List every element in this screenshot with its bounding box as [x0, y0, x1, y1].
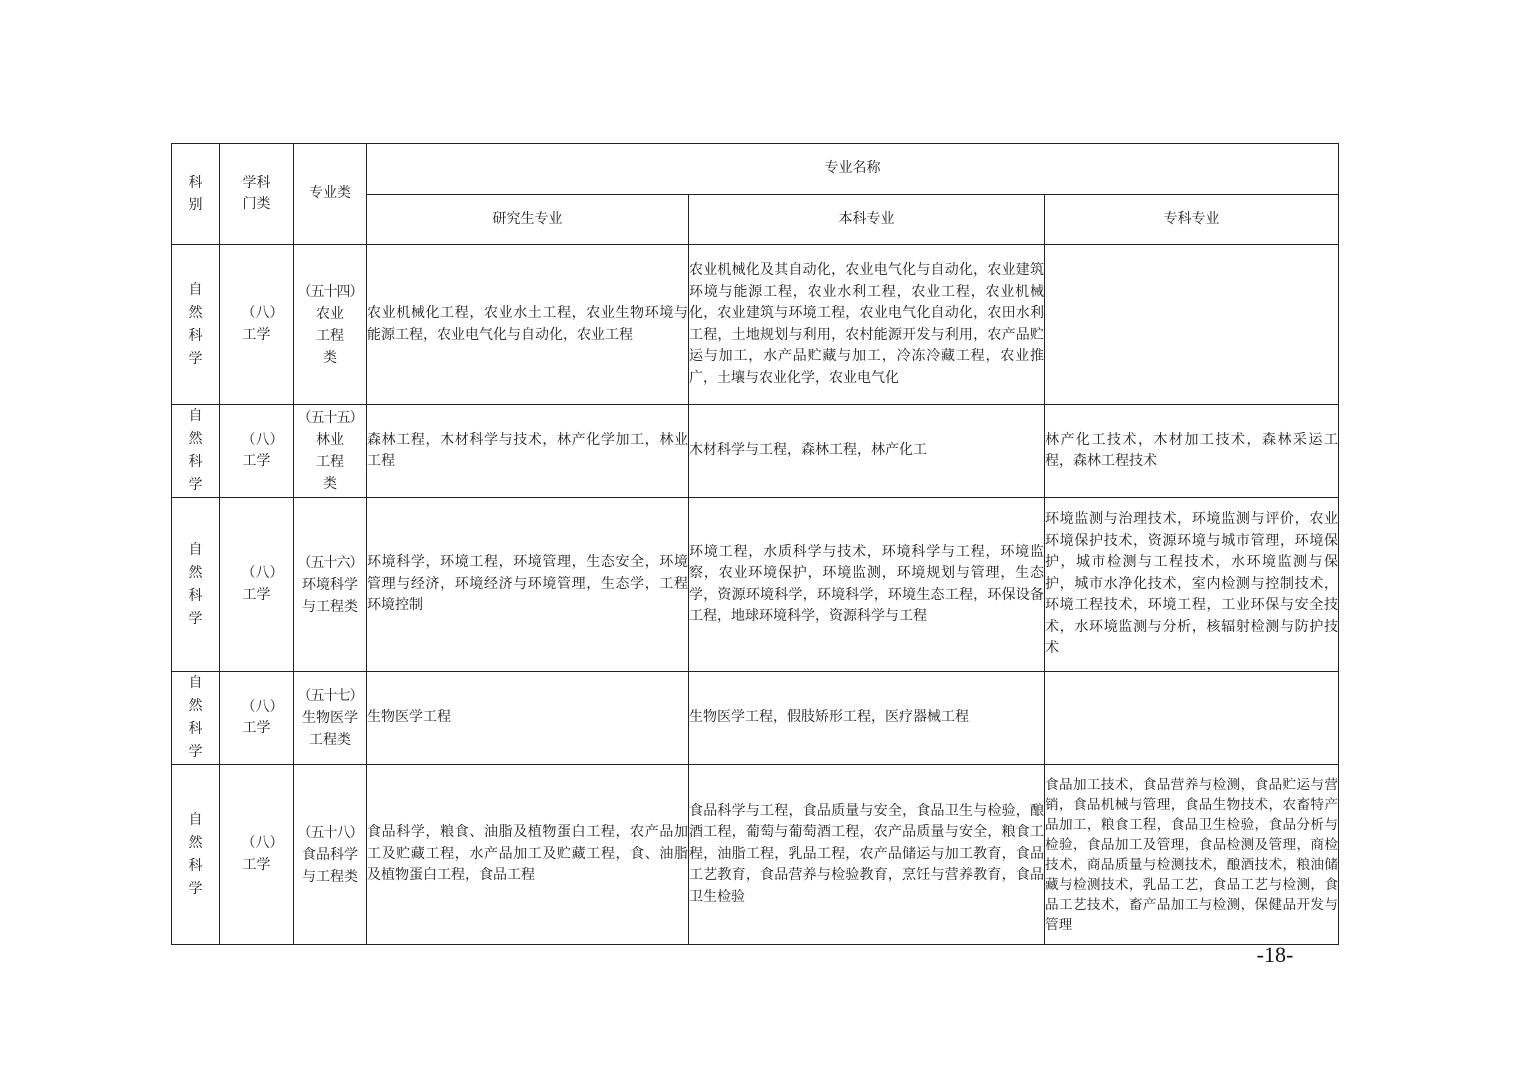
- kebie-cell: 自然科学: [172, 498, 220, 672]
- table-row: [172, 498, 1339, 672]
- benke-cell: 生物医学工程，假肢矫形工程，医疗器械工程: [689, 672, 1045, 765]
- zhuanyelei-cell: （五十七） 生物医学工程类: [294, 672, 367, 765]
- table-row: [172, 405, 1339, 498]
- zhuanke-cell: 林产化工技术，木材加工技术，森林采运工程，森林工程技术: [1045, 405, 1339, 498]
- kebie-cell: 自然科学: [172, 672, 220, 765]
- kebie-cell: 自然科学: [172, 245, 220, 405]
- page-number: -18-: [1256, 942, 1294, 967]
- header-row-top: [172, 144, 1339, 195]
- zhuanyelei-cell: （五十四） 农业工程类: [294, 245, 367, 405]
- menlei-cell: （八）工学: [220, 245, 294, 405]
- yanjiusheng-cell: 森林工程，木材科学与技术，林产化学加工，林业工程: [367, 405, 689, 498]
- menlei-cell: （八）工学: [220, 498, 294, 672]
- zhuanyelei-cell: （五十六） 环境科学与工程类: [294, 498, 367, 672]
- benke-cell: 木材科学与工程，森林工程，林产化工: [689, 405, 1045, 498]
- major-catalog-table: [171, 143, 1339, 945]
- menlei-cell: （八）工学: [220, 672, 294, 765]
- table-row: [172, 765, 1339, 945]
- table-row: [172, 672, 1339, 765]
- kebie-cell: 自然科学: [172, 765, 220, 945]
- header-benke: 本科专业: [689, 195, 1045, 245]
- menlei-cell: （八）工学: [220, 405, 294, 498]
- yanjiusheng-cell: 农业机械化工程，农业水土工程，农业生物环境与能源工程，农业电气化与自动化，农业工程: [367, 245, 689, 405]
- header-zhuanyemingcheng: 专业名称: [367, 144, 1339, 195]
- zhuanke-cell: [1045, 672, 1339, 765]
- yanjiusheng-cell: 环境科学，环境工程，环境管理，生态安全，环境管理与经济，环境经济与环境管理，生态学，工程环境控制: [367, 498, 689, 672]
- benke-cell: 食品科学与工程，食品质量与安全，食品卫生与检验，酿酒工程，葡萄与葡萄酒工程，农产品质量与安全，粮食工程，油脂工程，乳品工程，农产品储运与加工教育，食品工艺教育，食品营养与检验教育，烹饪与营养教育，食品卫生检验: [689, 765, 1045, 945]
- menlei-cell: （八）工学: [220, 765, 294, 945]
- header-kebie: 科别: [172, 144, 220, 245]
- zhuanke-cell: [1045, 245, 1339, 405]
- yanjiusheng-cell: 食品科学，粮食、油脂及植物蛋白工程，农产品加工及贮藏工程，水产品加工及贮藏工程，食、油脂及植物蛋白工程，食品工程: [367, 765, 689, 945]
- zhuanke-cell: 环境监测与治理技术，环境监测与评价，农业环境保护技术，资源环境与城市管理，环境保护，城市检测与工程技术，水环境监测与保护，城市水净化技术，室内检测与控制技术，环境工程技术，环境工程，工业环保与安全技术，水环境监测与分析，核辐射检测与防护技术: [1045, 498, 1339, 672]
- header-yanjiusheng: 研究生专业: [367, 195, 689, 245]
- header-zhuanyelei: 专业类: [294, 144, 367, 245]
- yanjiusheng-cell: 生物医学工程: [367, 672, 689, 765]
- zhuanyelei-cell: （五十八） 食品科学与工程类: [294, 765, 367, 945]
- header-zhuanke: 专科专业: [1045, 195, 1339, 245]
- kebie-cell: 自然科学: [172, 405, 220, 498]
- header-menlei: 学科门类: [220, 144, 294, 245]
- benke-cell: 农业机械化及其自动化，农业电气化与自动化，农业建筑环境与能源工程，农业水利工程，农业工程，农业机械化，农业建筑与环境工程，农业电气化自动化，农田水利工程，土地规划与利用，农村能源开发与利用，农产品贮运与加工，水产品贮藏与加工，冷冻冷藏工程，农业推广，土壤与农业化学，农业电气化: [689, 245, 1045, 405]
- table-row: [172, 245, 1339, 405]
- zhuanke-cell: 食品加工技术，食品营养与检测，食品贮运与营销，食品机械与管理，食品生物技术，农畜特产品加工，粮食工程，食品卫生检验，食品分析与检验，食品加工及管理，食品检测及管理，商检技术，商品质量与检测技术，酿酒技术，粮油储藏与检测技术，乳品工艺，食品工艺与检测，食品工艺技术，畜产品加工与检测，保健品开发与管理: [1045, 765, 1339, 945]
- zhuanyelei-cell: （五十五） 林业工程类: [294, 405, 367, 498]
- benke-cell: 环境工程，水质科学与技术，环境科学与工程，环境监察，农业环境保护，环境监测，环境规划与管理，生态学，资源环境科学，环境科学，环境生态工程，环保设备工程，地球环境科学，资源科学与工程: [689, 498, 1045, 672]
